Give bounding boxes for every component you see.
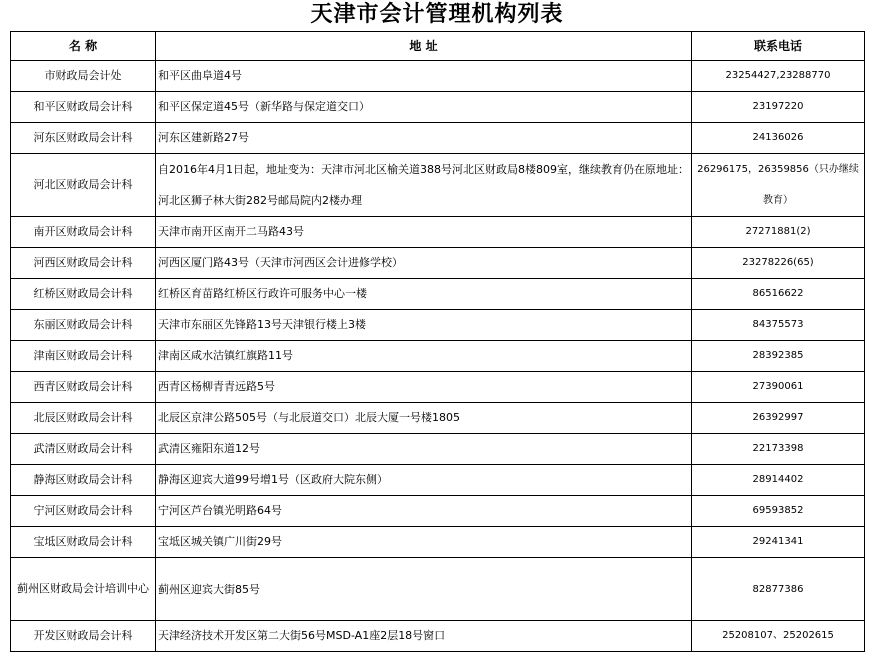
table-row	[11, 558, 865, 621]
address-cell: 北辰区京津公路505号（与北辰道交口）北辰大厦一号楼1805	[156, 403, 692, 434]
address-cell: 天津市南开区南开二马路43号	[156, 217, 692, 248]
phone-cell: 28392385	[692, 341, 865, 372]
page-title: 天津市会计管理机构列表	[310, 1, 564, 27]
table-row	[11, 310, 865, 341]
table-row	[11, 527, 865, 558]
address-cell: 天津市东丽区先锋路13号天津银行楼上3楼	[156, 310, 692, 341]
table-row	[11, 248, 865, 279]
phone-cell: 22173398	[692, 434, 865, 465]
header-address: 地 址	[156, 32, 692, 61]
table-header-row	[11, 32, 865, 61]
org-name-cell: 东丽区财政局会计科	[11, 310, 156, 341]
table-row	[11, 154, 865, 217]
address-cell: 红桥区育苗路红桥区行政许可服务中心一楼	[156, 279, 692, 310]
header-name: 名 称	[11, 32, 156, 61]
org-name-cell: 北辰区财政局会计科	[11, 403, 156, 434]
phone-cell: 25208107、25202615	[692, 621, 865, 652]
header-phone: 联系电话	[692, 32, 865, 61]
phone-cell: 84375573	[692, 310, 865, 341]
org-name-cell: 南开区财政局会计科	[11, 217, 156, 248]
address-cell: 宝坻区城关镇广川街29号	[156, 527, 692, 558]
table-row	[11, 465, 865, 496]
org-name-cell: 宝坻区财政局会计科	[11, 527, 156, 558]
org-name-cell: 市财政局会计处	[11, 61, 156, 92]
phone-cell: 69593852	[692, 496, 865, 527]
address-cell: 和平区保定道45号（新华路与保定道交口）	[156, 92, 692, 123]
org-name-cell: 武清区财政局会计科	[11, 434, 156, 465]
table-row	[11, 621, 865, 652]
org-name-cell: 宁河区财政局会计科	[11, 496, 156, 527]
address-cell: 西青区杨柳青青远路5号	[156, 372, 692, 403]
phone-cell: 27271881(2)	[692, 217, 865, 248]
address-cell: 津南区咸水沽镇红旗路11号	[156, 341, 692, 372]
address-cell: 自2016年4月1日起，地址变为：天津市河北区榆关道388号河北区财政局8楼809室，继续教育仍在原地址：河北区狮子林大街282号邮局院内2楼办理	[156, 154, 692, 217]
table-row	[11, 217, 865, 248]
table-row	[11, 61, 865, 92]
org-name-cell: 河东区财政局会计科	[11, 123, 156, 154]
table-row	[11, 372, 865, 403]
org-name-cell: 和平区财政局会计科	[11, 92, 156, 123]
address-cell: 天津经济技术开发区第二大街56号MSD-A1座2层18号窗口	[156, 621, 692, 652]
address-cell: 蓟州区迎宾大街85号	[156, 558, 692, 621]
phone-cell: 23254427,23288770	[692, 61, 865, 92]
phone-cell: 29241341	[692, 527, 865, 558]
table-row	[11, 496, 865, 527]
table-row	[11, 279, 865, 310]
org-name-cell: 津南区财政局会计科	[11, 341, 156, 372]
phone-cell: 28914402	[692, 465, 865, 496]
address-cell: 静海区迎宾大道99号增1号（区政府大院东侧）	[156, 465, 692, 496]
org-name-cell: 西青区财政局会计科	[11, 372, 156, 403]
address-cell: 河东区建新路27号	[156, 123, 692, 154]
table-row	[11, 92, 865, 123]
table-row	[11, 434, 865, 465]
org-name-cell: 蓟州区财政局会计培训中心	[11, 558, 156, 621]
phone-cell: 23197220	[692, 92, 865, 123]
phone-cell: 24136026	[692, 123, 865, 154]
phone-cell: 23278226(65)	[692, 248, 865, 279]
org-name-cell: 红桥区财政局会计科	[11, 279, 156, 310]
phone-cell: 26392997	[692, 403, 865, 434]
phone-cell: 26296175，26359856（只办继续教育）	[692, 154, 865, 217]
org-name-cell: 河北区财政局会计科	[11, 154, 156, 217]
address-cell: 和平区曲阜道4号	[156, 61, 692, 92]
address-cell: 河西区厦门路43号（天津市河西区会计进修学校）	[156, 248, 692, 279]
org-name-cell: 静海区财政局会计科	[11, 465, 156, 496]
phone-cell: 86516622	[692, 279, 865, 310]
org-name-cell: 河西区财政局会计科	[11, 248, 156, 279]
org-name-cell: 开发区财政局会计科	[11, 621, 156, 652]
table-row	[11, 123, 865, 154]
phone-cell: 82877386	[692, 558, 865, 621]
org-table	[10, 31, 865, 652]
address-cell: 宁河区芦台镇光明路64号	[156, 496, 692, 527]
address-cell: 武清区雍阳东道12号	[156, 434, 692, 465]
phone-cell: 27390061	[692, 372, 865, 403]
table-row	[11, 341, 865, 372]
table-row	[11, 403, 865, 434]
